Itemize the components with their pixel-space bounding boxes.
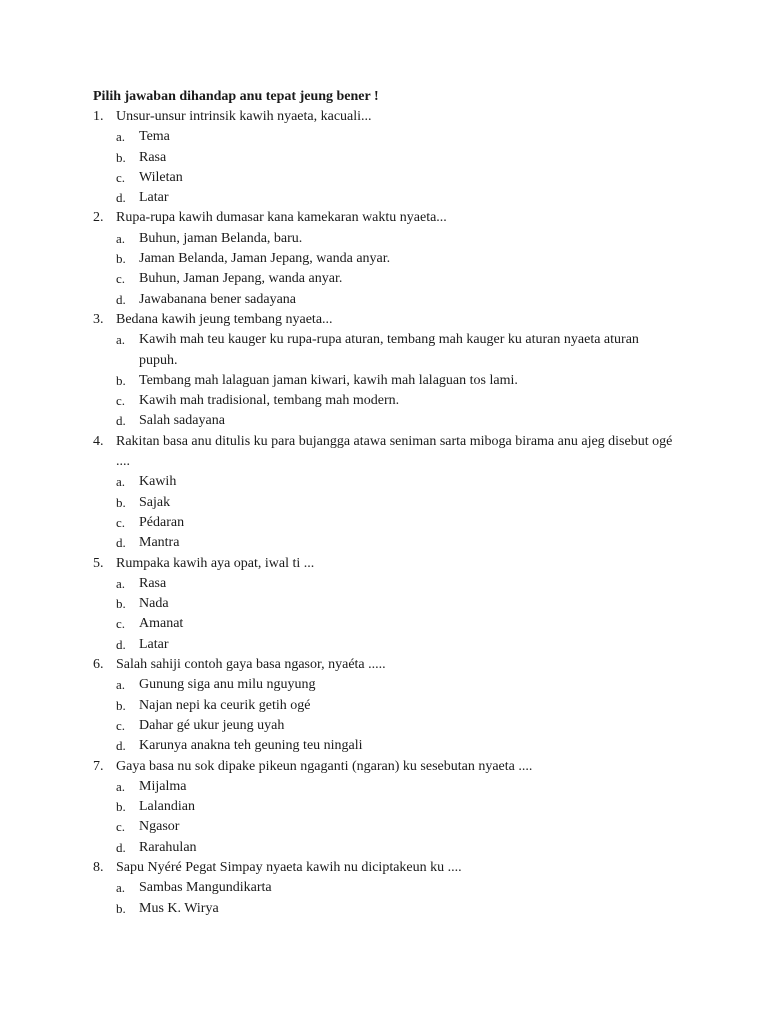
question-number: 8. — [93, 859, 104, 875]
option-letter: b. — [116, 149, 126, 165]
option-text: Najan nepi ka ceurik getih ogé — [139, 697, 311, 713]
option-a — [116, 127, 673, 147]
option-text: Sajak — [139, 494, 171, 510]
option-letter: b. — [116, 900, 126, 916]
question-number: 5. — [93, 555, 104, 571]
option-a — [116, 574, 673, 594]
option-text: Buhun, jaman Belanda, baru. — [139, 230, 303, 246]
question-text: Salah sahiji contoh gaya basa ngasor, nyaéta ..... — [116, 657, 386, 673]
option-letter: c. — [116, 514, 126, 530]
question-number: 7. — [93, 758, 104, 774]
option-letter: a. — [116, 332, 126, 348]
option-letter: c. — [116, 616, 126, 632]
option-text: Sambas Mangundikarta — [139, 880, 272, 896]
option-d — [116, 838, 673, 858]
option-text: Lalandian — [139, 799, 195, 815]
question-1 — [93, 107, 673, 208]
option-b — [116, 371, 673, 391]
question-number: 1. — [93, 109, 104, 124]
option-letter: a. — [116, 778, 126, 794]
option-b — [116, 797, 673, 817]
option-letter: c. — [116, 393, 126, 409]
option-letter: c. — [116, 271, 126, 287]
question-text: Rakitan basa anu ditulis ku para bujangga atawa seniman sarta miboga birama anu ajeg disebut ogé .... — [116, 433, 673, 470]
option-list — [116, 878, 673, 919]
option-text: Rarahulan — [139, 839, 197, 855]
question-text: Rumpaka kawih aya opat, iwal ti ... — [116, 555, 315, 571]
option-text: Nada — [139, 596, 169, 612]
option-letter: a. — [116, 677, 126, 693]
question-8 — [93, 858, 673, 919]
question-text: Sapu Nyéré Pegat Simpay nyaeta kawih nu diciptakeun ku .... — [116, 859, 462, 875]
option-list — [116, 574, 673, 655]
question-text: Bedana kawih jeung tembang nyaeta... — [116, 311, 333, 327]
option-text: Latar — [139, 190, 169, 206]
question-number: 2. — [93, 210, 104, 226]
option-text: Buhun, Jaman Jepang, wanda anyar. — [139, 271, 343, 287]
question-2 — [93, 208, 673, 309]
option-letter: a. — [116, 575, 126, 591]
option-letter: b. — [116, 799, 126, 815]
question-text: Rupa-rupa kawih dumasar kana kamekaran waktu nyaeta... — [116, 210, 447, 226]
option-text: Amanat — [139, 616, 184, 632]
option-letter: d. — [116, 839, 126, 855]
option-letter: d. — [116, 535, 126, 551]
option-text: Tema — [139, 129, 170, 145]
question-7 — [93, 757, 673, 858]
option-letter: a. — [116, 880, 126, 896]
option-text: Pédaran — [139, 514, 185, 530]
option-list — [116, 127, 673, 208]
option-text: Karunya anakna teh geuning teu ningali — [139, 738, 363, 754]
option-list — [116, 229, 673, 310]
option-d — [116, 411, 673, 431]
option-text: Kawih mah tradisional, tembang mah modern. — [139, 393, 400, 409]
option-list — [116, 675, 673, 756]
option-c — [116, 513, 673, 533]
option-text: Rasa — [139, 575, 167, 591]
question-number: 4. — [93, 433, 104, 449]
option-a — [116, 675, 673, 695]
option-c — [116, 269, 673, 289]
option-text: Salah sadayana — [139, 413, 225, 429]
option-letter: d. — [116, 738, 126, 754]
option-d — [116, 635, 673, 655]
option-letter: d. — [116, 291, 126, 307]
option-text: Latar — [139, 636, 169, 652]
option-b — [116, 493, 673, 513]
option-text: Kawih — [139, 474, 177, 490]
option-d — [116, 736, 673, 756]
option-text: Jaman Belanda, Jaman Jepang, wanda anyar. — [139, 251, 391, 267]
option-text: Rasa — [139, 149, 167, 165]
option-a — [116, 330, 673, 371]
option-list — [116, 472, 673, 553]
option-letter: c. — [116, 819, 126, 835]
option-b — [116, 249, 673, 269]
instruction-heading: Pilih jawaban dihandap anu tepat jeung bener ! — [93, 89, 379, 104]
option-letter: b. — [116, 251, 126, 267]
option-letter: a. — [116, 129, 126, 145]
option-letter: c. — [116, 717, 126, 733]
option-text: Mijalma — [139, 778, 187, 794]
option-c — [116, 391, 673, 411]
question-4 — [93, 432, 673, 554]
option-letter: d. — [116, 413, 126, 429]
option-list — [116, 777, 673, 858]
option-text: Jawabanana bener sadayana — [139, 291, 297, 307]
question-3 — [93, 310, 673, 432]
option-letter: c. — [116, 169, 126, 185]
option-list — [116, 330, 673, 431]
question-number: 6. — [93, 657, 104, 673]
option-a — [116, 777, 673, 797]
option-a — [116, 229, 673, 249]
option-letter: a. — [116, 474, 126, 490]
question-text: Gaya basa nu sok dipake pikeun ngaganti (ngaran) ku sesebutan nyaeta .... — [116, 758, 533, 774]
option-b — [116, 899, 673, 919]
option-text: Wiletan — [139, 169, 183, 185]
option-c — [116, 817, 673, 837]
option-letter: b. — [116, 372, 126, 388]
option-a — [116, 878, 673, 898]
option-text: Tembang mah lalaguan jaman kiwari, kawih mah lalaguan tos lami. — [139, 372, 518, 388]
option-letter: d. — [116, 636, 126, 652]
question-text: Unsur-unsur intrinsik kawih nyaeta, kacuali... — [116, 109, 372, 124]
option-letter: a. — [116, 230, 126, 246]
option-letter: b. — [116, 596, 126, 612]
option-c — [116, 168, 673, 188]
question-6 — [93, 655, 673, 756]
question-number: 3. — [93, 311, 104, 327]
option-text: Kawih mah teu kauger ku rupa-rupa aturan, tembang mah kauger ku aturan nyaeta aturan pupuh. — [139, 332, 639, 368]
option-letter: d. — [116, 190, 126, 206]
option-text: Mus K. Wirya — [139, 900, 219, 916]
question-list — [93, 107, 673, 919]
option-d — [116, 533, 673, 553]
option-text: Gunung siga anu milu nguyung — [139, 677, 316, 693]
option-b — [116, 594, 673, 614]
option-d — [116, 188, 673, 208]
option-c — [116, 716, 673, 736]
question-5 — [93, 554, 673, 655]
option-text: Mantra — [139, 535, 180, 551]
option-d — [116, 290, 673, 310]
option-c — [116, 614, 673, 634]
option-a — [116, 472, 673, 492]
option-b — [116, 148, 673, 168]
option-letter: b. — [116, 494, 126, 510]
option-b — [116, 696, 673, 716]
option-text: Dahar gé ukur jeung uyah — [139, 717, 285, 733]
option-text: Ngasor — [139, 819, 180, 835]
option-letter: b. — [116, 697, 126, 713]
